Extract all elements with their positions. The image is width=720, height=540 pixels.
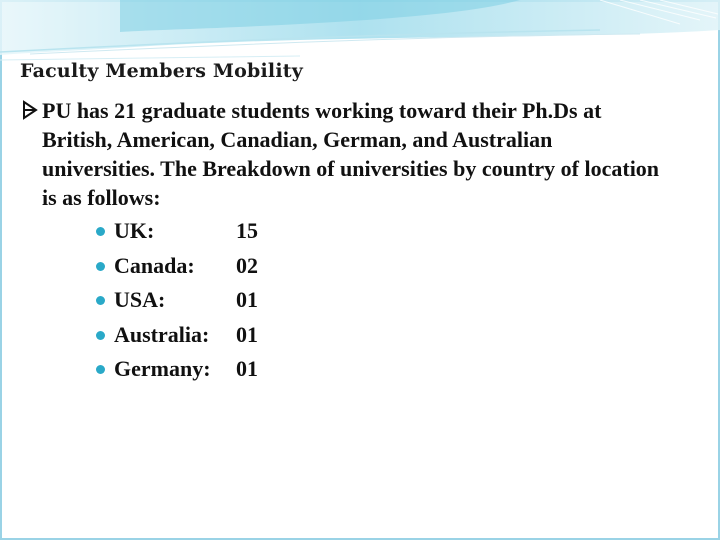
country-label: USA: (114, 287, 166, 312)
dot-bullet-icon (96, 296, 105, 305)
dot-bullet-icon (96, 331, 105, 340)
country-count: 15 (236, 218, 258, 243)
main-bullet (22, 96, 662, 212)
country-label: UK: (114, 218, 155, 243)
slide-title: Faculty Members Mobility (20, 60, 303, 82)
country-label: Canada: (114, 252, 195, 278)
dot-bullet-icon (96, 365, 105, 374)
country-count: 01 (236, 356, 258, 381)
arrow-bullet-icon (22, 100, 38, 120)
country-count: 01 (236, 287, 258, 312)
dot-bullet-icon (96, 227, 105, 236)
dot-bullet-icon (96, 262, 105, 271)
country-count: 02 (236, 252, 258, 278)
country-label: Germany: (114, 356, 211, 381)
country-label: Australia: (114, 321, 210, 347)
main-bullet-text: PU has 21 graduate students working toward their Ph.Ds at British, American, Canadian, German, and Australian universities. The Breakdown of universities by country of location is as follows: (42, 98, 660, 210)
country-count: 01 (236, 321, 258, 347)
